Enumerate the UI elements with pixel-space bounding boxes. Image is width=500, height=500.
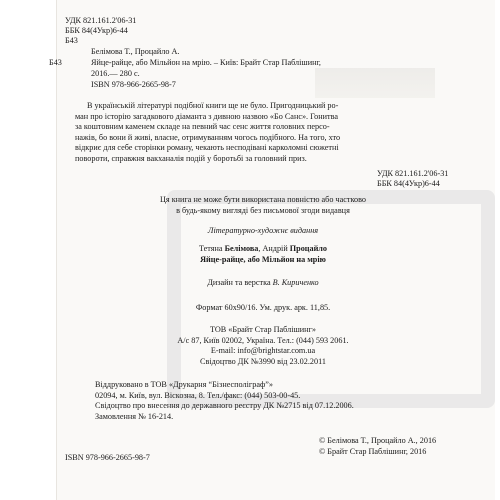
printer-line: Свідоцтво про внесення до державного реєстру ДК №2715 від 07.12.2006. [95, 401, 354, 411]
design-credit [57, 278, 469, 289]
printer-line: 02094, м. Київ, вул. Віскозна, 8. Тел./факс: (044) 503-00-45. [95, 390, 301, 400]
annotation-line: ман про історію загадкового діаманта з дивною назвою «Бо Санс». Гонитва [75, 111, 338, 121]
printer-line: Замовлення № 16-214. [95, 411, 174, 421]
udk-code: УДК 821.161.2'06-31 [65, 16, 137, 25]
rights-notice [57, 195, 469, 216]
publisher-info [57, 325, 469, 367]
catalog-title-line: Яйце-райце, або Мільйон на мрію. – Київ: Брайт Стар Паблішинг, [91, 58, 321, 67]
annotation-line: за коштовним каменем складе на певний час сенс життя головних персо- [75, 122, 330, 132]
publisher-line: А/с 87, Київ 02002, Україна. Тел.: (044) 593 2061. [177, 335, 349, 345]
rights-line: в будь-якому вигляді без письмової згоди видавця [176, 205, 350, 215]
annotation [75, 101, 447, 165]
design-prefix: Дизайн та верстка [207, 278, 273, 287]
isbn-bottom: ISBN 978-966-2665-98-7 [65, 453, 150, 462]
designer-name: В. Кириченко [272, 278, 319, 287]
author-surname-2: Процайло [289, 244, 327, 253]
bbk-code: ББК 84(4Укр)6-44 [65, 26, 128, 35]
catalog-isbn: ISBN 978-966-2665-98-7 [91, 80, 176, 89]
publisher-line: Свідоцтво ДК №3990 від 23.02.2011 [200, 356, 326, 366]
copyright-authors: © Белімова Т., Процайло А., 2016 [319, 436, 437, 445]
annotation-line: повороти, справжня вакханалія подій у боротьбі за головний приз. [75, 153, 307, 163]
catalog-code: Б43 [49, 58, 62, 67]
catalog-authors: Белімова Т., Процайло А. [91, 47, 180, 56]
publisher-line: E-mail: info@brightstar.com.ua [210, 346, 316, 356]
book-page [49, 0, 495, 500]
background-watermark [167, 190, 495, 408]
catalog-year-pages: 2016.— 280 с. [91, 69, 140, 78]
annotation-line: В українській літературі подібної книги ще не було. Пригодницький ро- [87, 101, 339, 110]
publisher-line: ТОВ «Брайт Стар Паблішинг» [209, 325, 317, 334]
author-mark: Б43 [65, 36, 78, 45]
udk-code-repeat: УДК 821.161.2'06-31 [377, 169, 449, 178]
annotation-line: відкриє для себе сторінки роману, чекають несподівані карколомні сюжетні [75, 143, 339, 153]
author-first-name-1: Тетяна [198, 244, 225, 253]
printer-line: Віддруковано в ТОВ «Друкарня “Бізнесполіграф”» [95, 380, 274, 389]
genre-label: Літературно-художнє видання [207, 226, 319, 235]
print-format: Формат 60х90/16. Ум. друк. арк. 11,85. [195, 303, 331, 312]
printer-info [83, 380, 463, 422]
background-watermark-top [315, 68, 435, 98]
author-surname-1: Белімова [224, 244, 259, 253]
author-separator: , Андрій [258, 244, 290, 253]
bbk-code-repeat: ББК 84(4Укр)6-44 [377, 179, 440, 188]
book-title: Яйце-райце, або Мільйон на мрію [200, 255, 326, 264]
authors-line [57, 244, 469, 255]
copyright-publisher: © Брайт Стар Паблішинг, 2016 [319, 447, 427, 456]
rights-line: Ця книга не може бути використана повністю або частково [159, 195, 367, 204]
annotation-line: нажів, бо вони й живі, власне, отримуванням чогось подібного. На того, хто [75, 132, 341, 142]
